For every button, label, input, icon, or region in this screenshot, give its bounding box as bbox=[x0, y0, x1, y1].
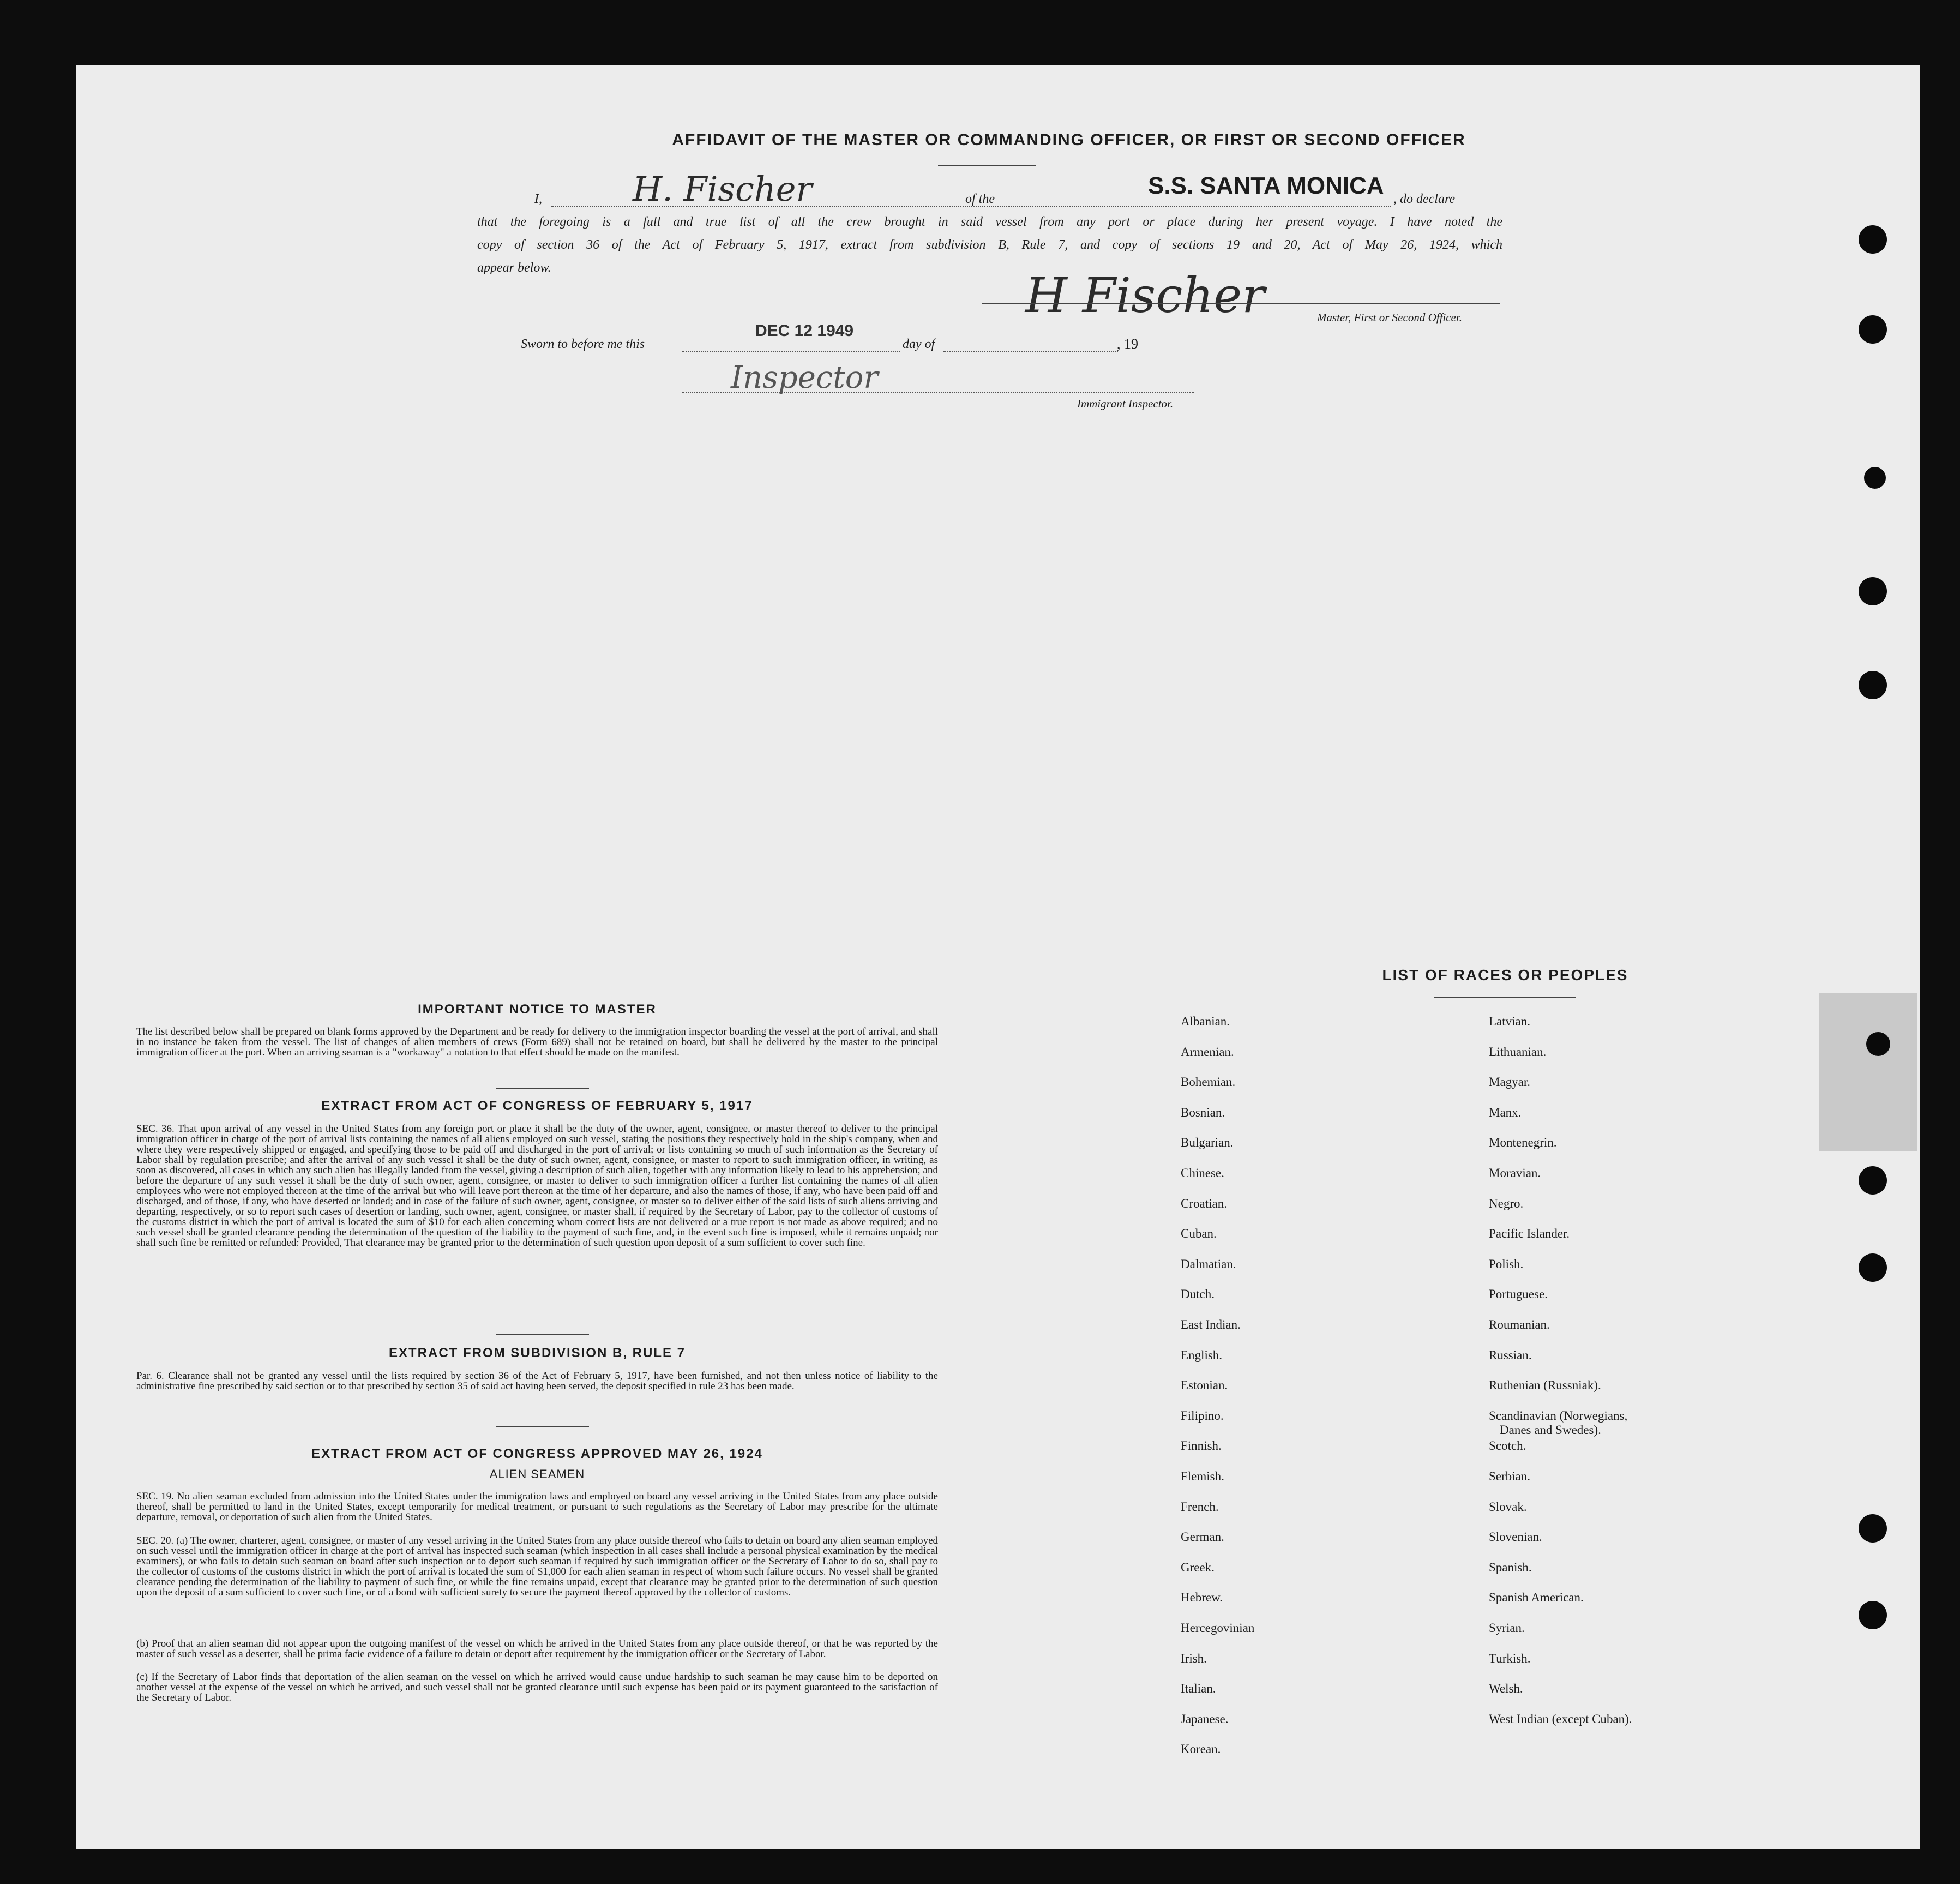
race-item: Russian. bbox=[1489, 1348, 1532, 1362]
extract-1924-title: EXTRACT FROM ACT OF CONGRESS APPROVED MAY 26, 1924 bbox=[311, 1447, 763, 1461]
race-item: Welsh. bbox=[1489, 1682, 1523, 1696]
race-item: Cuban. bbox=[1181, 1227, 1217, 1241]
race-item: Montenegrin. bbox=[1489, 1136, 1557, 1150]
binder-hole bbox=[1859, 1601, 1887, 1629]
race-item: Chinese. bbox=[1181, 1166, 1224, 1180]
day-of-label: day of bbox=[903, 337, 935, 351]
races-divider bbox=[1434, 997, 1576, 998]
race-item: Slovak. bbox=[1489, 1499, 1527, 1514]
binder-hole bbox=[1866, 1032, 1890, 1056]
race-item: East Indian. bbox=[1181, 1318, 1241, 1331]
race-item: Bosnian. bbox=[1181, 1105, 1225, 1119]
of-the-label: of the bbox=[965, 192, 995, 206]
race-item: Korean. bbox=[1181, 1742, 1221, 1756]
race-item: Finnish. bbox=[1181, 1439, 1222, 1453]
extract-1924-subtitle: ALIEN SEAMEN bbox=[489, 1467, 585, 1481]
race-item: Danes and Swedes). bbox=[1500, 1423, 1601, 1437]
race-item: Japanese. bbox=[1181, 1712, 1229, 1726]
race-item: Negro. bbox=[1489, 1196, 1524, 1210]
race-item: Flemish. bbox=[1181, 1469, 1224, 1483]
race-item: Portuguese. bbox=[1489, 1287, 1548, 1301]
divider-1 bbox=[496, 1088, 589, 1089]
race-item: Moravian. bbox=[1489, 1166, 1541, 1180]
affidavit-line-2: that the foregoing is a full and true list of all the crew brought in said vessel from any port or place during her present voyage. I have noted the bbox=[477, 215, 1502, 229]
title-divider bbox=[938, 165, 1036, 166]
race-item: Pacific Islander. bbox=[1489, 1227, 1570, 1241]
affidavit-line-3: copy of section 36 of the Act of February 5, 1917, extract from subdivision B, Rule 7, and copy of sections 19 and 20, Act of May 26, 1924, which bbox=[477, 238, 1502, 252]
extract-1924-sec20a: SEC. 20. (a) The owner, charterer, agent, consignee, or master of any vessel arriving in the United States from any place outside thereof who fails to detain on board any alien seaman employed on such vessel until the immigration officer in charge at the port of arrival has inspected such seaman (which inspection in all cases shall include a personal physical examination by the medical examiners), or who fails to detain such seaman on board after such inspection or to deport such seaman if required by such immigration officer or the Secretary of Labor to do so, shall pay to the collector of customs of the customs district in which the port of arrival is located the sum of $1,000 for each alien seaman in respect of whom such failure occurs. No vessel shall be granted clearance pending the determination of the liability to payment of such fine, or while the fine remains unpaid, except that clearance may be granted prior to the determination of such question upon the deposit of a sum sufficient to cover such fine, or of a bond with sufficient surety to secure the payment thereof approved by the collector of customs. bbox=[136, 1535, 938, 1598]
inspector-signature: Inspector bbox=[731, 360, 879, 395]
race-item: Hebrew. bbox=[1181, 1591, 1223, 1605]
master-signature: H Fischer bbox=[1025, 267, 1265, 323]
races-title: LIST OF RACES OR PEOPLES bbox=[1382, 967, 1628, 983]
race-item: Croatian. bbox=[1181, 1196, 1227, 1210]
race-item: Ruthenian (Russniak). bbox=[1489, 1378, 1601, 1393]
divider-3 bbox=[496, 1426, 589, 1427]
race-item: Hercegovinian bbox=[1181, 1621, 1255, 1635]
divider-2 bbox=[496, 1334, 589, 1335]
binder-hole bbox=[1859, 577, 1887, 605]
race-item: Scotch. bbox=[1489, 1439, 1526, 1453]
affidavit-line-4: appear below. bbox=[477, 261, 551, 275]
race-item: Polish. bbox=[1489, 1257, 1524, 1271]
vessel-name: S.S. SANTA MONICA bbox=[1148, 172, 1384, 199]
extract-1917-title: EXTRACT FROM ACT OF CONGRESS OF FEBRUARY 5, 1917 bbox=[321, 1099, 753, 1113]
race-item: Latvian. bbox=[1489, 1015, 1530, 1028]
affidavit-i: I, bbox=[534, 192, 542, 206]
race-item: Syrian. bbox=[1489, 1621, 1525, 1635]
race-item: Manx. bbox=[1489, 1105, 1522, 1119]
binder-hole bbox=[1859, 1166, 1887, 1195]
scan-shadow bbox=[1819, 993, 1917, 1151]
race-item: Albanian. bbox=[1181, 1015, 1230, 1028]
binder-hole bbox=[1864, 467, 1886, 489]
race-item: Magyar. bbox=[1489, 1075, 1531, 1089]
race-item: Italian. bbox=[1181, 1682, 1216, 1696]
notice-title: IMPORTANT NOTICE TO MASTER bbox=[418, 1002, 657, 1017]
document-page bbox=[76, 65, 1920, 1849]
race-item: Bulgarian. bbox=[1181, 1136, 1234, 1150]
year-prefix: , 19 bbox=[1117, 336, 1138, 352]
race-item: Scandinavian (Norwegians, bbox=[1489, 1408, 1628, 1423]
do-declare: , do declare bbox=[1393, 192, 1456, 206]
race-item: Roumanian. bbox=[1489, 1318, 1550, 1331]
race-item: Lithuanian. bbox=[1489, 1045, 1547, 1059]
race-item: Dalmatian. bbox=[1181, 1257, 1236, 1271]
race-item: Spanish. bbox=[1489, 1560, 1532, 1574]
sworn-date-stamp: DEC 12 1949 bbox=[755, 322, 854, 340]
binder-hole bbox=[1859, 671, 1887, 699]
race-item: German. bbox=[1181, 1530, 1224, 1544]
binder-hole bbox=[1859, 1253, 1887, 1282]
master-signature-line bbox=[982, 303, 1500, 304]
race-item: Filipino. bbox=[1181, 1408, 1224, 1423]
binder-hole bbox=[1859, 1514, 1887, 1543]
extract-1917-body: SEC. 36. That upon arrival of any vessel in the United States from any foreign port or place it shall be the duty of the owner, agent, consignee, or master thereof to deliver to the principal immigration officer in charge of the port of arrival lists containing the names of all aliens employed on such vessel, stating the positions they respectively hold in the ship's company, when and where they were respectively shipped or engaged, and specifying those to be paid off and discharged in the port of arrival; or lists containing so much of such information as the Secretary of Labor shall by regulation prescribe; and after the arrival of any such vessel it shall be the duty of such owner, agent, consignee, or master to report to such immigration officer, in writing, as soon as discovered, all cases in which any such alien has illegally landed from the vessel, giving a description of such alien, together with any information likely to lead to his apprehension; and before the departure of any such vessel it shall be the duty of such owner, agent, consignee, or master to deliver to such immigration officer a further list containing the names of all alien employees who were not employed thereon at the time of the arrival but who will leave port thereon at the time of her departure, and also the names of those, if any, who have been paid off and discharged, and of those, if any, who have deserted or landed; and in case of the failure of such owner, agent, consignee, or master so to deliver either of the said lists of such aliens arriving and departing, respectively, or so to report such cases of desertion or landing, such owner, agent, consignee, or master shall, if required by the Secretary of Labor, pay to the collector of customs of the customs district in which the port of arrival is located the sum of $10 for each alien concerning whom correct lists are not delivered or a true report is not made as above required; and no such vessel shall be granted clearance pending the determination of the question of the liability to the payment of such fine, and, in the event such fine is imposed, while it remains unpaid; nor shall such fine be remitted or refunded: Provided, That clearance may be granted prior to the determination of such question upon deposit of a sum sufficient to cover such fine. bbox=[136, 1123, 938, 1249]
race-item: Dutch. bbox=[1181, 1287, 1215, 1301]
master-name-handwritten: H. Fischer bbox=[633, 169, 813, 209]
extract-1924-sec20b: (b) Proof that an alien seaman did not appear upon the outgoing manifest of the vessel on which he arrived in the United States from any place outside thereof, or that he was reported by the master of such vessel as a deserter, shall be prima facie evidence of a failure to detain or deport after requirement by the immigration officer or the Secretary of Labor. bbox=[136, 1638, 938, 1660]
sworn-label: Sworn to before me this bbox=[521, 337, 645, 351]
sworn-blank bbox=[682, 351, 900, 352]
affidavit-title: AFFIDAVIT OF THE MASTER OR COMMANDING OFFICER, OR FIRST OR SECOND OFFICER bbox=[672, 131, 1466, 149]
race-item: Irish. bbox=[1181, 1651, 1207, 1665]
inspector-signature-line bbox=[682, 392, 1194, 393]
race-item: Armenian. bbox=[1181, 1045, 1234, 1059]
vessel-blank bbox=[1009, 206, 1391, 207]
race-item: Turkish. bbox=[1489, 1651, 1531, 1665]
notice-body: The list described below shall be prepared on blank forms approved by the Department and be ready for delivery to the immigration inspector boarding the vessel at the port of arrival, and shall in no instance be taken from the vessel. The list of changes of alien members of crews (Form 689) shall not be retained on board, but shall be delivered by the master to the principal immigration officer at the port. When an arriving seaman is a "workaway" a notation to that effect should be made on the manifest. bbox=[136, 1026, 938, 1058]
race-item: West Indian (except Cuban). bbox=[1489, 1712, 1632, 1726]
rule7-body: Par. 6. Clearance shall not be granted any vessel until the lists required by section 36 of the Act of February 5, 1917, have been furnished, and not then unless notice of liability to the administrative fine prescribed by said section or to that prescribed by section 35 of said act having been served, the deposit specified in rule 23 has been made. bbox=[136, 1370, 938, 1392]
rule7-title: EXTRACT FROM SUBDIVISION B, RULE 7 bbox=[388, 1346, 686, 1360]
master-label: Master, First or Second Officer. bbox=[1317, 311, 1462, 324]
race-item: French. bbox=[1181, 1499, 1219, 1514]
inspector-label: Immigrant Inspector. bbox=[1077, 397, 1174, 410]
race-item: Estonian. bbox=[1181, 1378, 1228, 1393]
month-blank bbox=[943, 351, 1118, 352]
race-item: Serbian. bbox=[1489, 1469, 1531, 1483]
race-item: English. bbox=[1181, 1348, 1223, 1362]
extract-1924-sec20c: (c) If the Secretary of Labor finds that deportation of the alien seaman on the vessel on which he arrived would cause undue hardship to such seaman he may cause him to be deported on another vessel at the expense of the vessel on which he arrived, and such vessel shall not be granted clearance until such expense has been paid or its payment guaranteed to the satisfaction of the Secretary of Labor. bbox=[136, 1671, 938, 1703]
race-item: Slovenian. bbox=[1489, 1530, 1542, 1544]
extract-1924-sec19: SEC. 19. No alien seaman excluded from admission into the United States under the immigration laws and employed on board any vessel arriving in the United States from any place outside thereof, shall be permitted to land in the United States, except temporarily for medical treatment, or pursuant to such regulations as the Secretary of Labor may prescribe for the ultimate departure, removal, or deportation of such alien from the United States. bbox=[136, 1491, 938, 1523]
binder-hole bbox=[1859, 225, 1887, 254]
race-item: Spanish American. bbox=[1489, 1591, 1584, 1605]
race-item: Greek. bbox=[1181, 1560, 1215, 1574]
binder-hole bbox=[1859, 315, 1887, 344]
race-item: Bohemian. bbox=[1181, 1075, 1236, 1089]
